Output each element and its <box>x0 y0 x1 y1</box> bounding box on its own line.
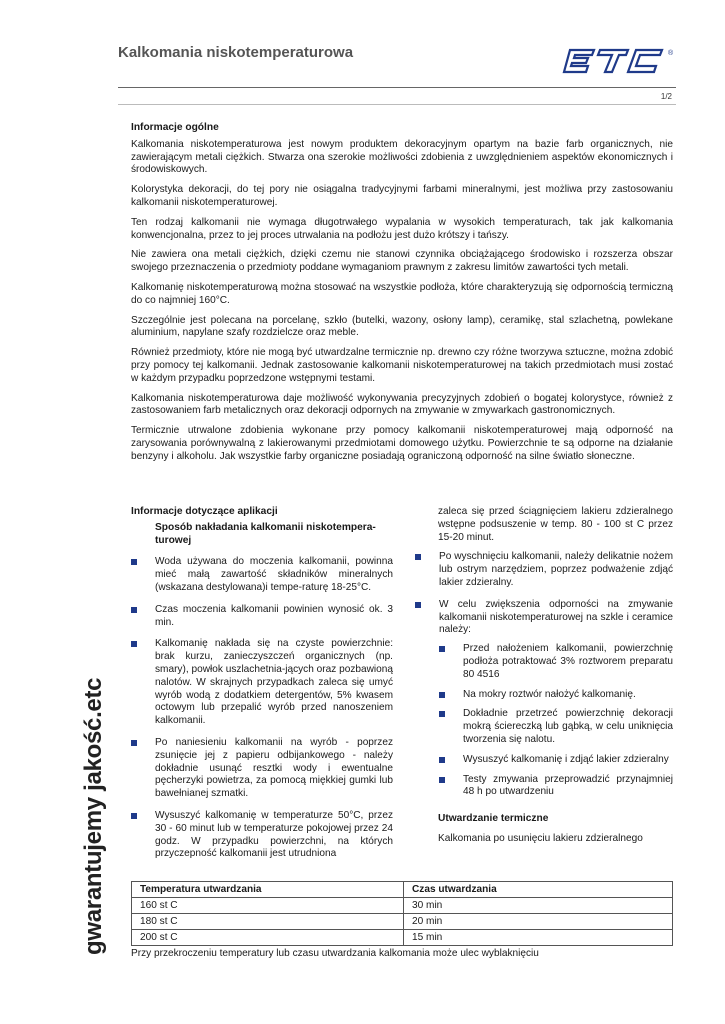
square-bullet-icon <box>131 740 137 746</box>
header-rule <box>118 87 676 88</box>
list-item <box>131 810 393 861</box>
list-item-text: Wysuszyć kalkomanię w temperaturze 50°C, przez 30 - 60 minut lub w temperaturze pokojowej przez 24 godz. W przypadku powierzchni, na których przyczepność kalkomanii jest utrudniona <box>155 809 393 860</box>
thermal-curing-text: Kalkomania po usunięciu lakieru zdzieralnego <box>438 832 643 844</box>
application-list-continued <box>415 551 673 799</box>
cell-temperature: 160 st C <box>132 898 404 914</box>
table-row <box>132 914 673 930</box>
cell-time: 20 min <box>404 914 673 930</box>
sub-list-item <box>439 754 673 767</box>
square-bullet-icon <box>439 757 445 763</box>
thermal-curing-heading: Utwardzanie termiczne <box>438 813 549 825</box>
application-list <box>131 556 393 861</box>
general-paragraph: Nie zawiera ona metali ciężkich, dzięki czemu nie stanowi czynnika obciążającego środowisko i rozszerza obszar swojego przeznaczenia o przedmioty poddane wymaganiom prawnym z zakresu limitów zawartości tych metali. <box>131 249 673 274</box>
general-paragraph: Kolorystyka dekoracji, do tej pory nie osiągalna tradycyjnymi farbami mineralnymi, jest możliwa przy zastosowaniu kalkomanii niskotemperaturowej. <box>131 184 673 208</box>
cell-temperature: 180 st C <box>132 914 404 930</box>
general-paragraph: Ten rodzaj kalkomanii nie wymaga długotrwałego wypalania w wysokich temperaturach, tak jak kalkomania konwencjonalna, przez to jej proces utrwalania na podłożu jest dużo krótszy i tańszy. <box>131 216 673 241</box>
general-paragraph: Kalkomania niskotemperaturowa jest nowym produktem dekoracyjnym opartym na bazie farb organicznych, nie zawierającym metali ciężkich. Stwarza ona szerokie możliwości zdobienia z uwzględnieniem aspektów ekonomicznych i środowiskowych. <box>131 138 673 176</box>
square-bullet-icon <box>439 711 445 717</box>
sub-list-item <box>439 708 673 746</box>
sub-list-item-text: Przed nałożeniem kalkomanii, powierzchnię podłoża potraktować 3% roztworem preparatu 80 4516 <box>463 643 673 680</box>
general-paragraph: Kalkomania niskotemperaturowa daje możliwość wykonywania precyzyjnych zdobień o bogatej kolorystyce, również z zastosowaniem farb metalicznych oraz dekoracji odpornych na zmywanie w zmywarkach gastronomicznych. <box>131 392 673 417</box>
list-item <box>415 551 673 589</box>
general-info-heading: Informacje ogólne <box>131 122 219 133</box>
table-row <box>132 930 673 946</box>
washing-resistance-sublist <box>439 643 673 799</box>
table-header-row <box>132 882 673 898</box>
list-item <box>131 737 393 801</box>
list-item-text: Czas moczenia kalkomanii powinien wynosić ok. 3 min. <box>155 603 393 628</box>
column-header-temperature: Temperatura utwardzania <box>132 882 404 898</box>
list-item-text: Po wyschnięciu kalkomanii, należy delikatnie nożem lub ostrym narzędziem, poprzez podważenie zdjąć lakier zdzieralny. <box>439 551 673 588</box>
continuation-text: zaleca się przed ściągnięciem lakieru zdzieralnego wstępne podsuszenie w temp. 80 - 100 st C przez 15-20 minut. <box>438 506 673 543</box>
general-paragraph: Szczególnie jest polecana na porcelanę, szkło (butelki, wazony, osłony lamp), ceramikę, stal szlachetną, powlekane aluminium, napylane szafy rozdzielcze oraz meble. <box>131 314 673 339</box>
list-item <box>131 556 393 594</box>
sub-list-item <box>439 643 673 681</box>
list-item-text: Kalkomanię nakłada się na czyste powierzchnie: brak kurzu, zanieczyszczeń organicznych (np. smary), powłok uszlachetnia-jących oraz pozbawioną nalotów. W skrajnych przypadkach zaleca się umyć wyrób wodą z dodatkiem detergentów, 5% kwasem octowym lub przepalić wyrób przed nanoszeniem kalkomanii. <box>155 638 393 727</box>
sub-list-item-text: Na mokry roztwór nałożyć kalkomanię. <box>463 688 636 700</box>
header-sub-rule <box>118 104 676 105</box>
sub-list-item-text: Dokładnie przetrzeć powierzchnię dekoracji mokrą ściereczką lub gąbką, w celu uniknięcia tworzenia się nalotu. <box>463 708 673 745</box>
square-bullet-icon <box>131 559 137 565</box>
list-item-text: Woda używana do moczenia kalkomanii, powinna mieć małą zawartość składników mineralnych (wskazana destylowana)i tempe-raturę 18-25°C. <box>155 556 393 593</box>
application-heading: Informacje dotyczące aplikacji <box>131 506 278 517</box>
application-left-column <box>131 506 393 870</box>
footnote: Przy przekroczeniu temperatury lub czasu utwardzania kalkomania może ulec wyblaknięciu <box>131 948 539 959</box>
side-slogan: gwarantujemy jakość.etc <box>80 677 107 955</box>
square-bullet-icon <box>131 607 137 613</box>
list-item-text: W celu zwiększenia odporności na zmywanie kalkomanii niskotemperaturowej na szkle i ceramice należy: <box>439 598 673 636</box>
square-bullet-icon <box>131 641 137 647</box>
general-paragraph: Termicznie utrwalone zdobienia wykonane przy pomocy kalkomanii niskotemperaturowej mają odporność na zarysowania porównywalną z lakierowanymi przedmiotami domowego użytku. Powierzchnie te są odporne na działanie benzyny i alkoholu. Jak wszystkie farby organiczne posiadają ograniczoną odporność na silne światło słoneczne. <box>131 425 673 462</box>
sub-list-item <box>439 774 673 800</box>
cell-time: 30 min <box>404 898 673 914</box>
square-bullet-icon <box>439 692 445 698</box>
application-right-column <box>415 506 673 846</box>
registered-mark: ® <box>668 50 674 57</box>
square-bullet-icon <box>439 777 445 783</box>
cell-time: 15 min <box>404 930 673 946</box>
list-item-text: Po naniesieniu kalkomanii na wyrób - poprzez zsunięcie jej z papieru odbijankowego - należy dokładnie usunąć resztki wody i ewentualne pęcherzyki powietrza, za pomocą miękkiej gumki lub bawełnianej szmatki. <box>155 736 393 800</box>
list-item <box>415 599 673 799</box>
sub-list-item-text: Wysuszyć kalkomanię i zdjąć lakier zdzieralny <box>463 753 669 765</box>
application-subheading: Sposób nakładania kalkomanii niskotempera-turowej <box>155 521 376 546</box>
table-row <box>132 898 673 914</box>
general-paragraph: Również przedmioty, które nie mogą być utwardzalne termicznie np. drewno czy różne tworzywa sztuczne, można zdobić przy pomocy tej kalkomanii. Jednak zastosowanie kalkomanii niskotemperaturowej na takich przedmiotach musi zostać w każdym przypadku poprzedzone wstępnymi testami. <box>131 347 673 384</box>
sub-list-item-text: Testy zmywania przeprowadzić przynajmniej 48 h po utwardzeniu <box>463 773 673 798</box>
cell-temperature: 200 st C <box>132 930 404 946</box>
square-bullet-icon <box>131 813 137 819</box>
page-number: 1/2 <box>660 92 672 101</box>
list-item <box>131 604 393 630</box>
general-paragraph: Kalkomanię niskotemperaturową można stosować na wszystkie podłoża, które charakteryzują się odpornością termiczną do co najmniej 160°C. <box>131 281 673 306</box>
list-item <box>131 638 393 728</box>
square-bullet-icon <box>415 554 421 560</box>
column-header-time: Czas utwardzania <box>404 882 673 898</box>
square-bullet-icon <box>439 646 445 652</box>
etc-logo <box>558 46 676 76</box>
sub-list-item <box>439 689 673 702</box>
curing-table <box>131 881 673 946</box>
square-bullet-icon <box>415 602 421 608</box>
general-info-section <box>131 122 673 471</box>
document-title: Kalkomania niskotemperaturowa <box>118 44 354 61</box>
